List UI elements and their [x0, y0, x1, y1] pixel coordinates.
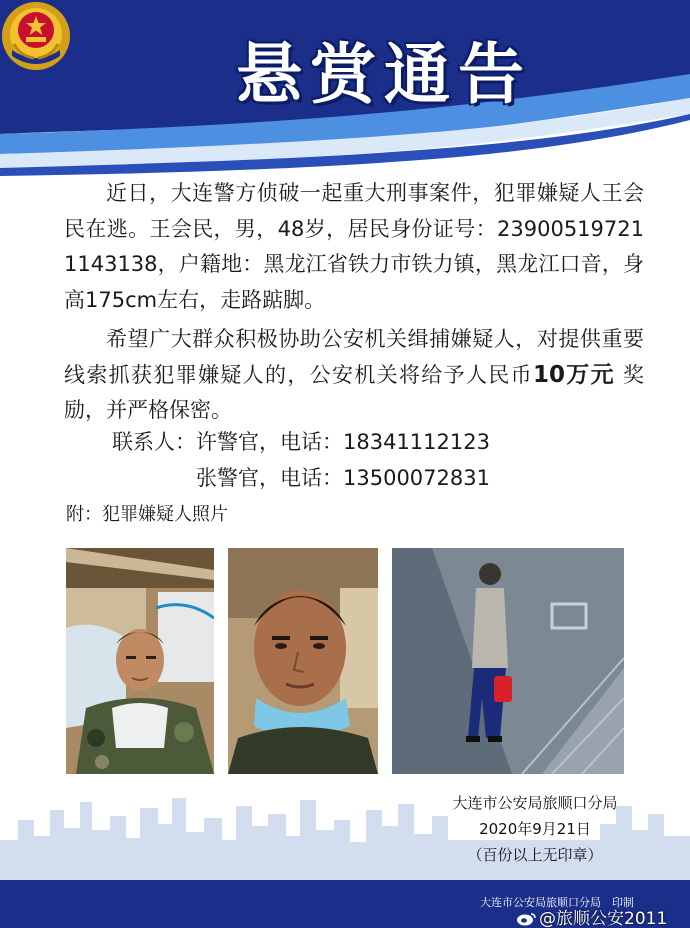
notice-paragraph-2 — [64, 322, 644, 429]
contact-officer-xu: 联系人：许警官，电话：18341112123 — [112, 430, 490, 454]
printed-by: 大连市公安局旅顺口分局 印制 — [480, 896, 634, 909]
suspect-photo-closeup — [228, 548, 378, 774]
suspect-photo-selfie — [66, 548, 214, 774]
weibo-icon — [516, 912, 536, 926]
header-banner — [0, 0, 690, 178]
footer-bar — [0, 880, 690, 928]
notice-title: 悬赏通告 — [236, 36, 532, 113]
issuer-note: （百份以上无印章） — [467, 846, 603, 864]
police-emblem-icon — [0, 0, 72, 72]
reward-amount: 10万元 — [532, 361, 615, 388]
notice-body — [64, 176, 644, 429]
paragraph-2-tail: 奖励，并严格保密。 — [64, 362, 644, 422]
suspect-photo-cctv — [392, 548, 624, 774]
weibo-watermark — [516, 904, 667, 928]
issuer-name: 大连市公安局旅顺口分局 — [452, 794, 618, 812]
contact-officer-zhang: 张警官，电话：13500072831 — [196, 466, 490, 490]
issue-date: 2020年9月21日 — [479, 820, 591, 838]
issuer-block — [440, 790, 630, 868]
watermark-text: @旅顺公安2011 — [539, 909, 668, 928]
attachment-label: 附：犯罪嫌疑人照片 — [66, 504, 228, 525]
notice-paragraph-1: 近日，大连警方侦破一起重大刑事案件，犯罪嫌疑人王会民在逃。王会民，男，48岁，居民身份证号：239005197211143138，户籍地：黑龙江省铁力市铁力镇，黑龙江口音，身高175cm左右，走路踮脚。 — [64, 181, 644, 312]
paragraph-2-text: 希望广大群众积极协助公安机关缉捕嫌疑人，对提供重要线索抓获犯罪嫌疑人的，公安机关将给予人民币 — [64, 327, 644, 387]
